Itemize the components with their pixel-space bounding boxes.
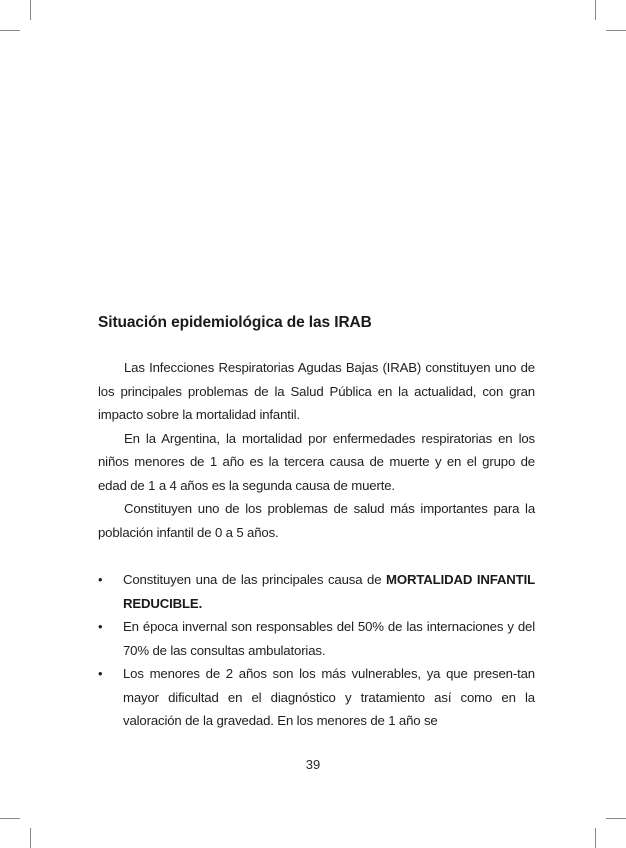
bullet-marker: • bbox=[98, 666, 103, 681]
crop-mark-bottom-right-vertical bbox=[595, 828, 596, 848]
paragraph: Constituyen uno de los problemas de salud más importantes para la población infantil de 0 a 5 años. bbox=[98, 501, 535, 540]
bullet-item bbox=[98, 568, 535, 615]
crop-mark-bottom-left-vertical bbox=[30, 828, 31, 848]
bullet-item bbox=[98, 615, 535, 662]
crop-mark-bottom-right-horizontal bbox=[606, 818, 626, 819]
bullet-list bbox=[98, 568, 535, 733]
bullet-text: Constituyen una de las principales causa de bbox=[123, 572, 387, 587]
bullet-text: En época invernal son responsables del 50% de las internaciones y del 70% de las consultas ambulatorias. bbox=[123, 619, 535, 658]
crop-mark-top-left-horizontal bbox=[0, 30, 20, 31]
paragraph: Las Infecciones Respiratorias Agudas Bajas (IRAB) constituyen uno de los principales problemas de la Salud Pública en la actualidad, con gran impacto sobre la mortalidad infantil. bbox=[98, 360, 535, 422]
bullet-marker: • bbox=[98, 572, 103, 587]
section-heading: Situación epidemiológica de las IRAB bbox=[98, 314, 372, 331]
paragraph: En la Argentina, la mortalidad por enfermedades respiratorias en los niños menores de 1 año es la tercera causa de muerte y en el grupo de edad de 1 a 4 años es la segunda causa de muerte. bbox=[98, 430, 535, 493]
page-number: 39 bbox=[305, 757, 321, 772]
bullet-emphasis: MORTALIDAD INFANTIL REDUCIBLE. bbox=[123, 572, 535, 611]
bullet-text: Los menores de 2 años son los más vulnerables, ya que presen-tan mayor dificultad en el diagnóstico y tratamiento así como en la valoración de la gravedad. En los menores de 1 año se bbox=[123, 666, 535, 728]
crop-mark-top-left-vertical bbox=[30, 0, 31, 20]
crop-mark-top-right-vertical bbox=[595, 0, 596, 20]
crop-mark-bottom-left-horizontal bbox=[0, 818, 20, 819]
page-content bbox=[98, 314, 535, 733]
crop-mark-top-right-horizontal bbox=[606, 30, 626, 31]
bullet-item bbox=[98, 662, 535, 733]
bullet-marker: • bbox=[98, 619, 103, 634]
